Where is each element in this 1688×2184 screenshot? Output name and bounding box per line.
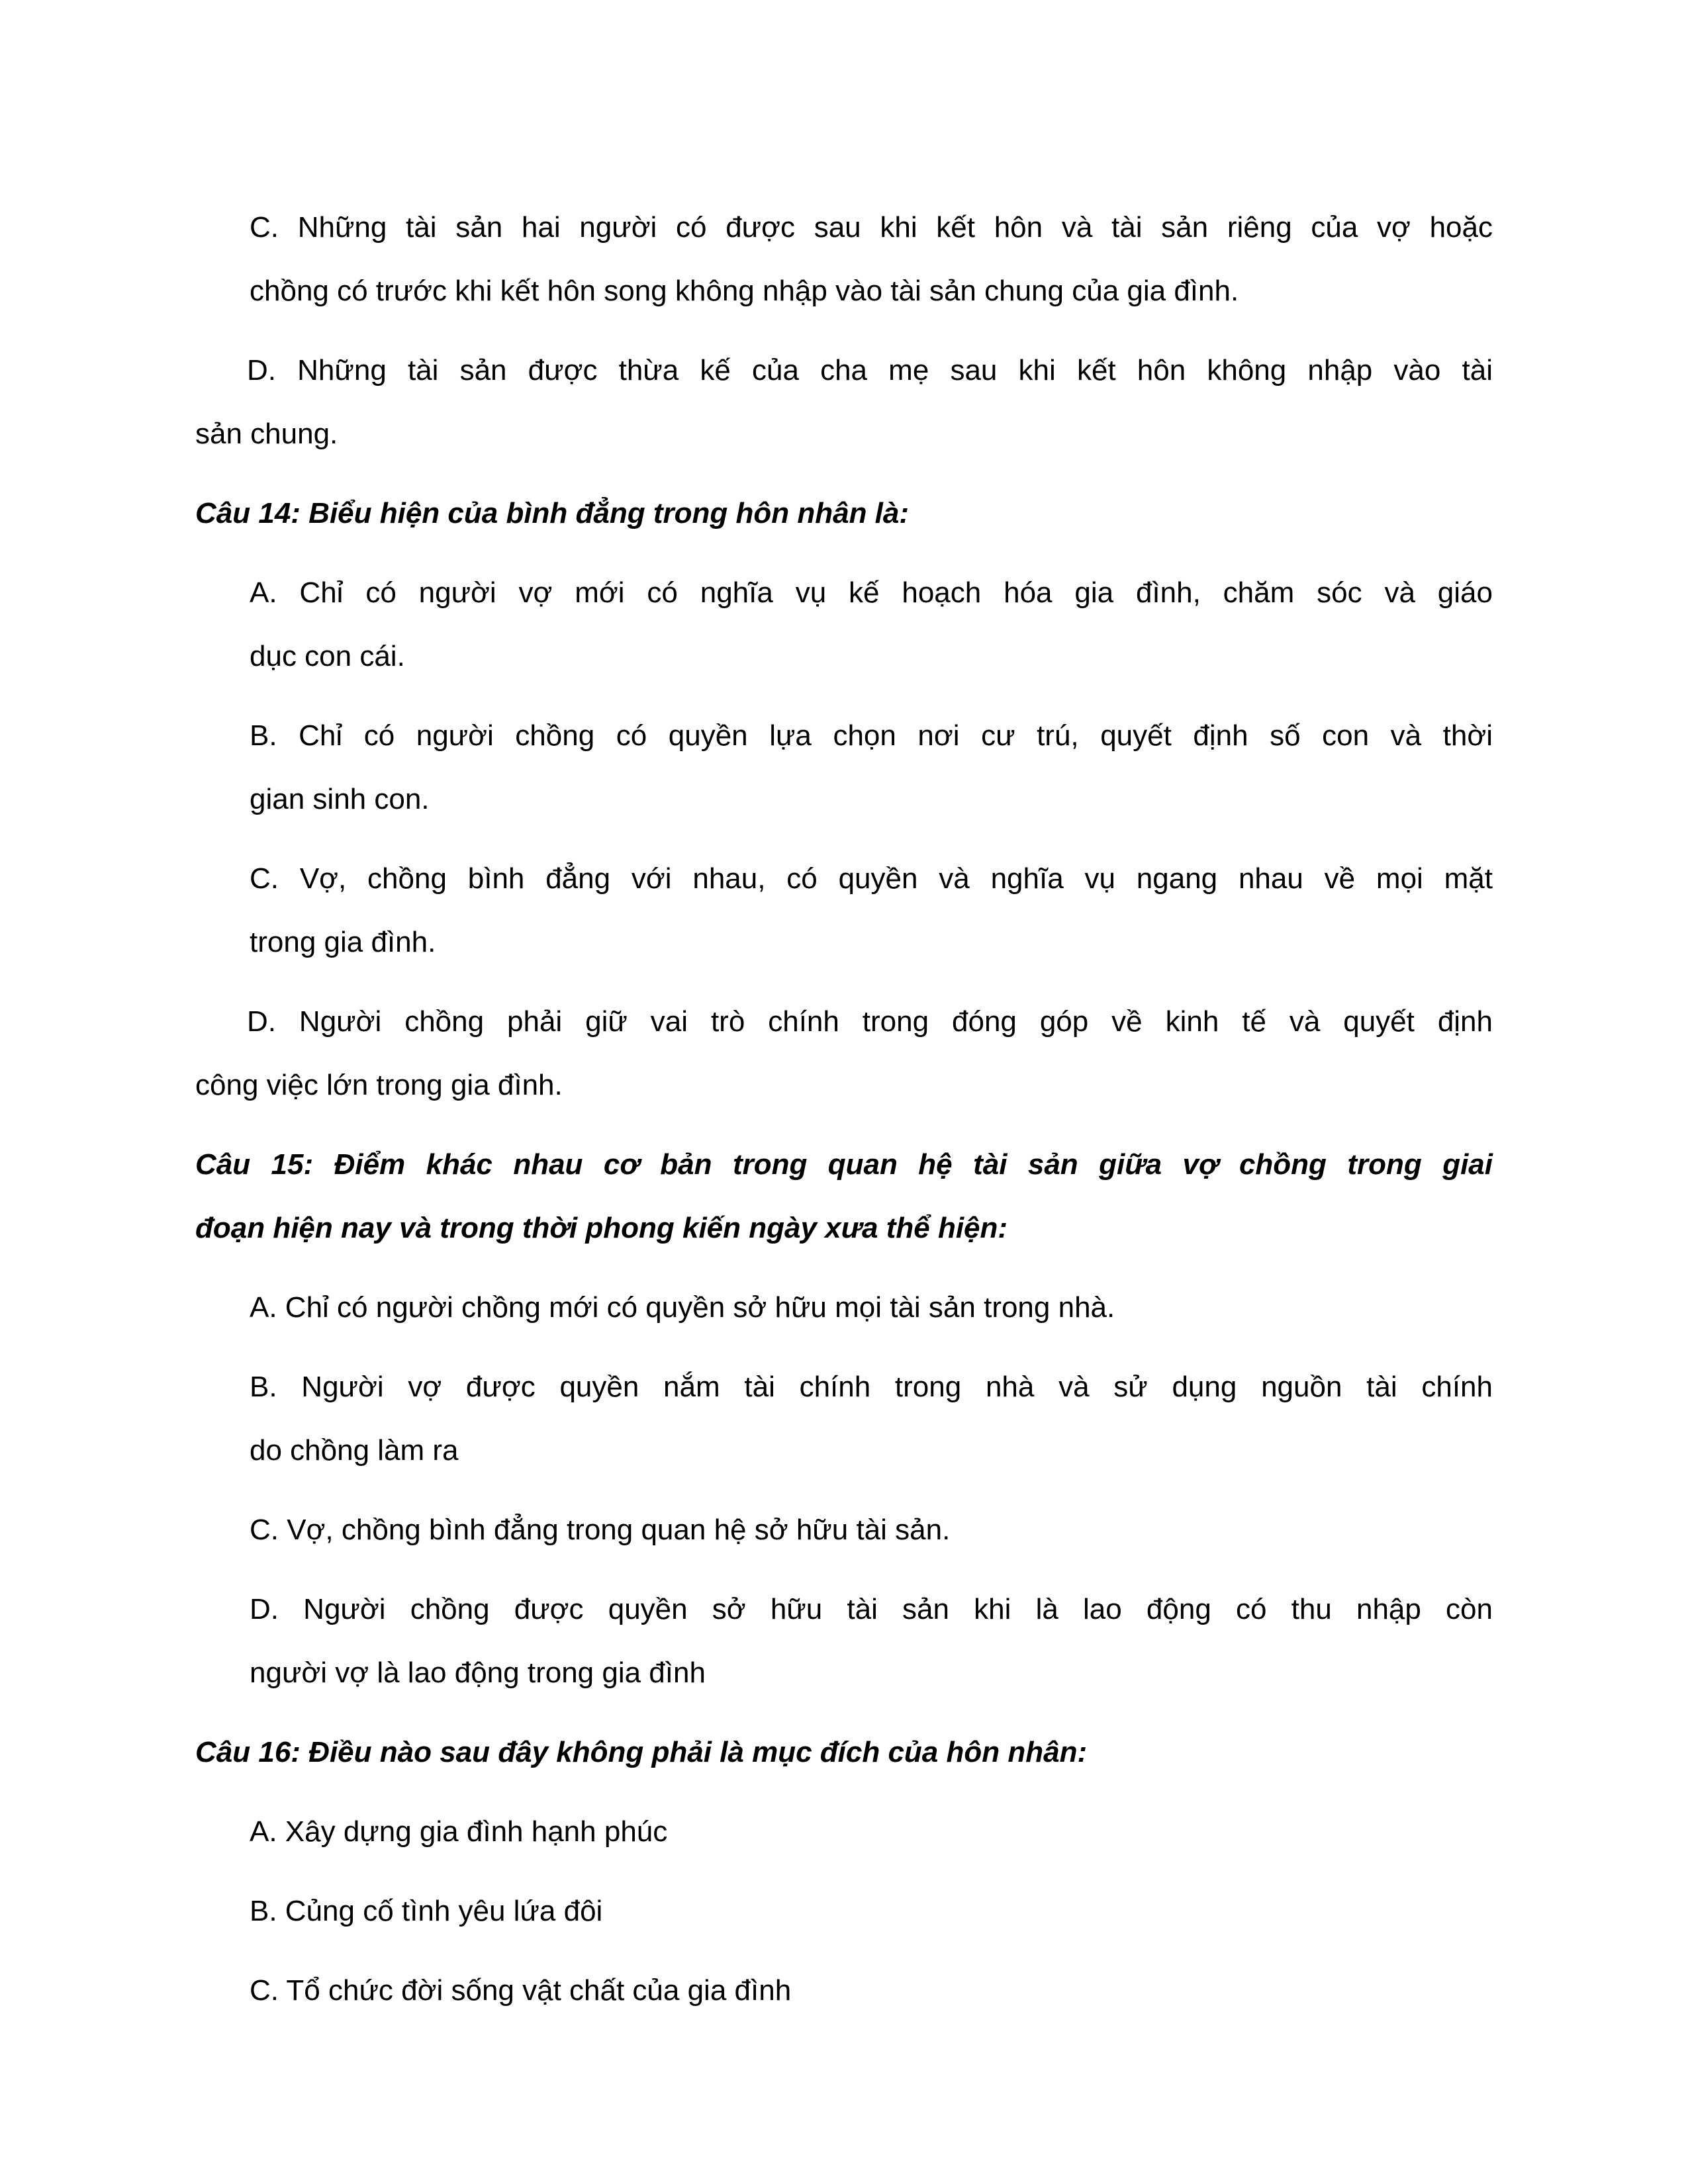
question-heading (195, 482, 1493, 545)
option-text-line: B. Người vợ được quyền nắm tài chính trong nhà và sử dụng nguồn tài chính (250, 1371, 1493, 1403)
option-text-line: do chồng làm ra (250, 1434, 459, 1467)
option-text-line: người vợ là lao động trong gia đình (250, 1657, 706, 1689)
answer-option (195, 704, 1493, 831)
question-heading-line: Câu 15: Điểm khác nhau cơ bản trong quan hệ tài sản giữa vợ chồng trong giai (195, 1148, 1493, 1181)
option-text-line: D. Người chồng được quyền sở hữu tài sản khi là lao động có thu nhập còn (250, 1593, 1493, 1625)
answer-option (195, 1578, 1493, 1705)
answer-option (195, 990, 1493, 1117)
option-text-line: C. Những tài sản hai người có được sau khi kết hôn và tài sản riêng của vợ hoặc (250, 211, 1493, 244)
answer-option (195, 196, 1493, 323)
option-text-line: công việc lớn trong gia đình. (195, 1069, 563, 1101)
option-text-line: C. Vợ, chồng bình đẳng trong quan hệ sở hữu tài sản. (250, 1514, 951, 1546)
question-heading-line: Câu 14: Biểu hiện của bình đẳng trong hôn nhân là: (195, 497, 910, 529)
option-text-line: dục con cái. (250, 640, 405, 672)
answer-option (195, 1355, 1493, 1482)
quiz-text-body (195, 196, 1493, 2038)
question-heading-line: đoạn hiện nay và trong thời phong kiến ngày xưa thể hiện: (195, 1212, 1008, 1244)
option-text-line: B. Củng cố tình yêu lứa đôi (250, 1895, 603, 1927)
option-text-line: C. Vợ, chồng bình đẳng với nhau, có quyền và nghĩa vụ ngang nhau về mọi mặt (250, 862, 1493, 895)
option-text-line: C. Tổ chức đời sống vật chất của gia đình (250, 1974, 792, 2007)
option-text-line: D. Những tài sản được thừa kế của cha mẹ sau khi kết hôn không nhập vào tài (247, 354, 1493, 387)
option-text-line: chồng có trước khi kết hôn song không nhập vào tài sản chung của gia đình. (250, 275, 1239, 307)
question-heading (195, 1133, 1493, 1260)
answer-option (195, 1959, 1493, 2023)
answer-option (195, 561, 1493, 688)
answer-option (195, 1276, 1493, 1340)
option-text-line: trong gia đình. (250, 926, 436, 958)
option-text-line: D. Người chồng phải giữ vai trò chính trong đóng góp về kinh tế và quyết định (247, 1005, 1493, 1038)
option-text-line: A. Chỉ có người vợ mới có nghĩa vụ kế hoạch hóa gia đình, chăm sóc và giáo (250, 576, 1493, 609)
answer-option (195, 1800, 1493, 1864)
question-heading (195, 1721, 1493, 1784)
option-text-line: A. Chỉ có người chồng mới có quyền sở hữu mọi tài sản trong nhà. (250, 1291, 1115, 1324)
option-text-line: gian sinh con. (250, 783, 430, 815)
option-text-line: A. Xây dựng gia đình hạnh phúc (250, 1815, 668, 1848)
option-text-line: B. Chỉ có người chồng có quyền lựa chọn nơi cư trú, quyết định số con và thời (250, 719, 1493, 752)
answer-option (195, 847, 1493, 974)
answer-option (195, 1498, 1493, 1562)
question-heading-line: Câu 16: Điều nào sau đây không phải là mục đích của hôn nhân: (195, 1736, 1088, 1768)
option-text-line: sản chung. (195, 418, 338, 450)
answer-option (195, 339, 1493, 466)
answer-option (195, 1880, 1493, 1943)
